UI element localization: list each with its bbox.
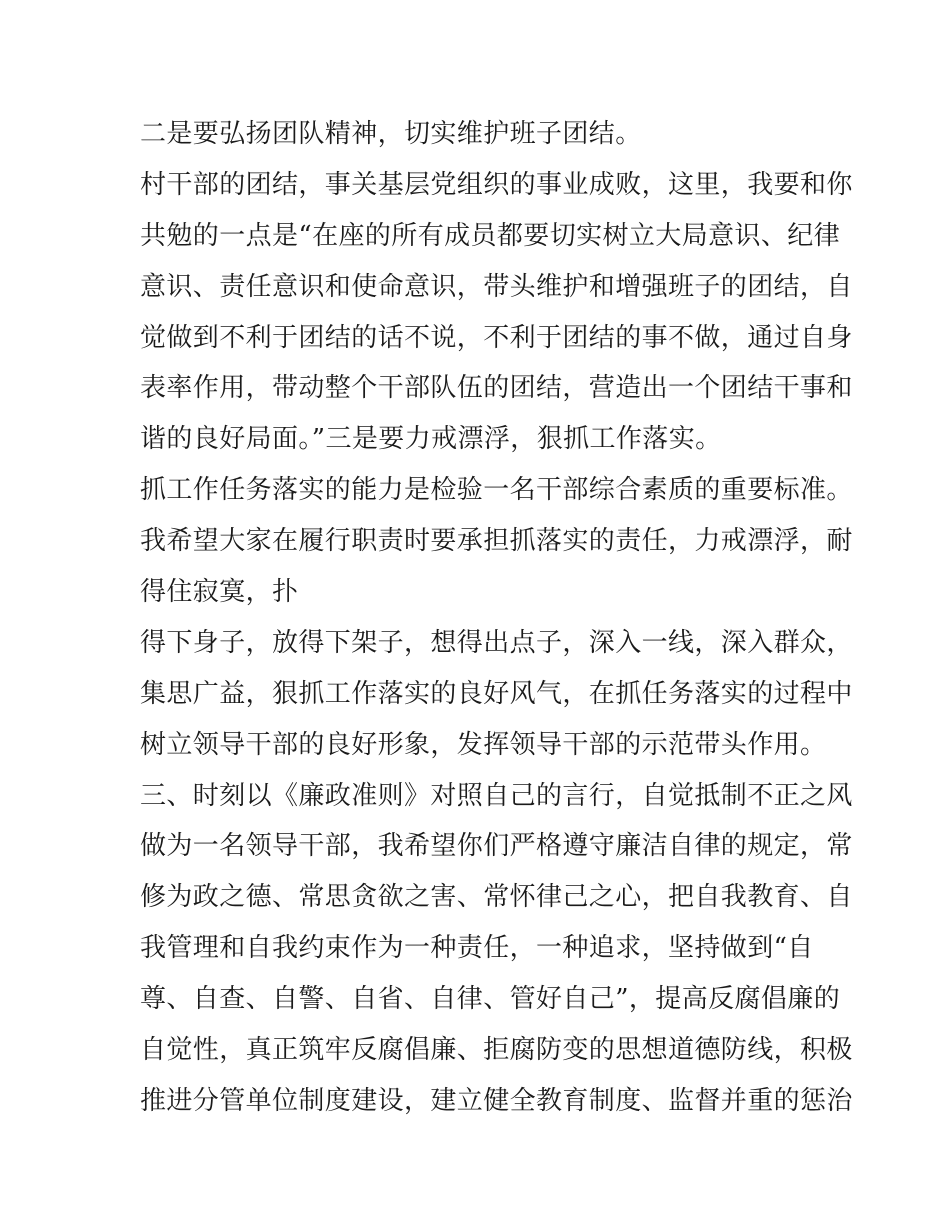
text-line: 表率作用，带动整个干部队伍的团结，营造出一个团结干事和	[140, 373, 853, 404]
text-line: 得住寂寞，扑	[140, 577, 299, 608]
document-body	[140, 109, 853, 1127]
text-line: 抓工作任务落实的能力是检验一名干部综合素质的重要标准。	[140, 475, 853, 506]
text-line: 我希望大家在履行职责时要承担抓落实的责任，力戒漂浮，耐	[140, 526, 853, 557]
text-line: 修为政之德、常思贪欲之害、常怀律己之心，把自我教育、自	[140, 882, 853, 913]
text-line: 树立领导干部的良好形象，发挥领导干部的示范带头作用。	[140, 729, 827, 760]
text-line: 得下身子，放得下架子，想得出点子，深入一线，深入群众，	[140, 627, 853, 658]
text-line: 三、时刻以《廉政准则》对照自己的言行，自觉抵制不正之风	[140, 780, 853, 811]
text-line: 村干部的团结，事关基层党组织的事业成败，这里，我要和你	[140, 169, 853, 200]
text-line: 推进分管单位制度建设，建立健全教育制度、监督并重的惩治	[140, 1085, 853, 1116]
text-line: 尊、自查、自警、自省、自律、管好自己”，提高反腐倡廉的	[140, 984, 841, 1015]
text-line: 做为一名领导干部，我希望你们严格遵守廉洁自律的规定，常	[140, 831, 853, 862]
text-line: 觉做到不利于团结的话不说，不利于团结的事不做，通过自身	[140, 322, 853, 353]
text-line: 意识、责任意识和使命意识，带头维护和增强班子的团结，自	[140, 271, 853, 302]
text-line: 二是要弘扬团队精神，切实维护班子团结。	[140, 119, 642, 149]
text-line: 谐的良好局面。”三是要力戒漂浮，狠抓工作落实。	[140, 424, 722, 455]
text-line: 自觉性，真正筑牢反腐倡廉、拒腐防变的思想道德防线，积极	[140, 1035, 853, 1066]
text-line: 集思广益，狠抓工作落实的良好风气，在抓任务落实的过程中	[140, 678, 853, 709]
text-line: 共勉的一点是“在座的所有成员都要切实树立大局意识、纪律	[140, 220, 841, 251]
text-line: 我管理和自我约束作为一种责任，一种追求，坚持做到“自	[140, 933, 814, 964]
